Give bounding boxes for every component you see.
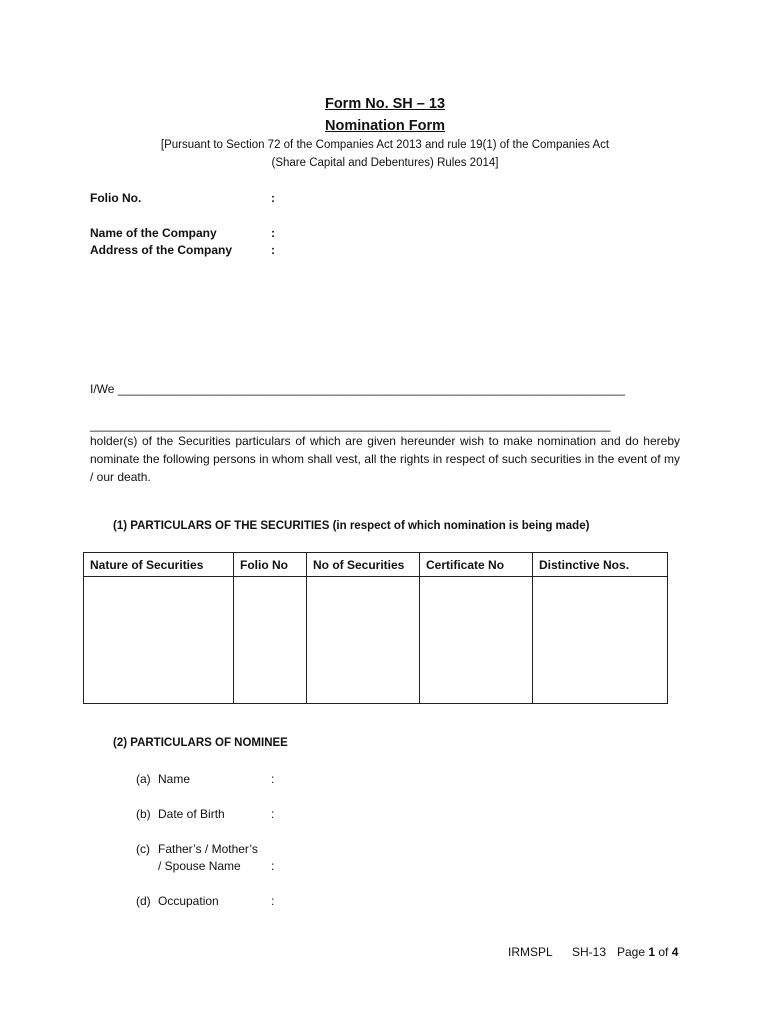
declaration-text: holder(s) of the Securities particulars of which are given hereunder wish to make nomination and do hereby nominate the following persons in whom shall vest, all the rights in respect of such securities in the event of my / our death. xyxy=(90,434,680,484)
nominee-dob-colon: : xyxy=(271,807,275,821)
folio-label: Folio No. xyxy=(90,191,142,205)
company-name-label: Name of the Company xyxy=(90,226,217,240)
nominee-marker-b: (b) xyxy=(136,807,151,821)
col-distinctive-nos: Distinctive Nos. xyxy=(533,553,668,577)
no-of-securities-cell[interactable] xyxy=(307,577,420,704)
nominee-occupation-colon: : xyxy=(271,894,275,908)
page-of: of xyxy=(655,945,672,959)
nominee-marker-d: (d) xyxy=(136,894,151,908)
nominee-marker-a: (a) xyxy=(136,772,151,786)
nominee-marker-c: (c) xyxy=(136,842,150,856)
holder-name-line: I/We ____________________________________________________________________________ xyxy=(90,382,625,396)
company-name-colon: : xyxy=(271,226,275,240)
nominee-heading: (2) PARTICULARS OF NOMINEE xyxy=(113,737,288,749)
footer-page-number xyxy=(617,945,678,959)
nominee-spouse-label: / Spouse Name xyxy=(158,859,241,873)
securities-entry-row xyxy=(84,577,668,704)
col-certificate-no: Certificate No xyxy=(420,553,533,577)
folio-no-cell[interactable] xyxy=(234,577,307,704)
pursuant-line-2: (Share Capital and Debentures) Rules 2014] xyxy=(271,157,499,169)
company-address-colon: : xyxy=(271,243,275,257)
col-nature-of-securities: Nature of Securities xyxy=(84,553,234,577)
nature-of-securities-cell[interactable] xyxy=(84,577,234,704)
distinctive-nos-cell[interactable] xyxy=(533,577,668,704)
nominee-name-label: Name xyxy=(158,772,191,786)
securities-header-row xyxy=(84,553,668,577)
footer-form-code: SH-13 xyxy=(572,945,607,959)
form-number-title: Form No. SH – 13 xyxy=(324,96,446,112)
footer-org: IRMSPL xyxy=(508,945,553,959)
folio-colon: : xyxy=(271,191,275,205)
nominee-parent-colon: : xyxy=(271,859,275,873)
securities-table xyxy=(83,552,668,704)
col-no-of-securities: No of Securities xyxy=(307,553,420,577)
nominee-name-colon: : xyxy=(271,772,275,786)
pursuant-line-1: [Pursuant to Section 72 of the Companies Act 2013 and rule 19(1) of the Companies Act xyxy=(160,139,610,151)
page-total: 4 xyxy=(671,945,679,959)
securities-heading: (1) PARTICULARS OF THE SECURITIES (in respect of which nomination is being made) xyxy=(113,520,590,532)
certificate-no-cell[interactable] xyxy=(420,577,533,704)
col-folio-no: Folio No xyxy=(234,553,307,577)
holder-name-blank-line: ______________________________________________________________________________ xyxy=(90,418,611,432)
page-current: 1 xyxy=(648,945,656,959)
nominee-dob-label: Date of Birth xyxy=(158,807,225,821)
nominee-parent-label: Father’s / Mother’s xyxy=(158,842,258,856)
company-address-label: Address of the Company xyxy=(90,243,233,257)
nominee-occupation-label: Occupation xyxy=(158,894,219,908)
page-prefix: Page xyxy=(617,945,649,959)
form-name-title: Nomination Form xyxy=(324,118,446,134)
